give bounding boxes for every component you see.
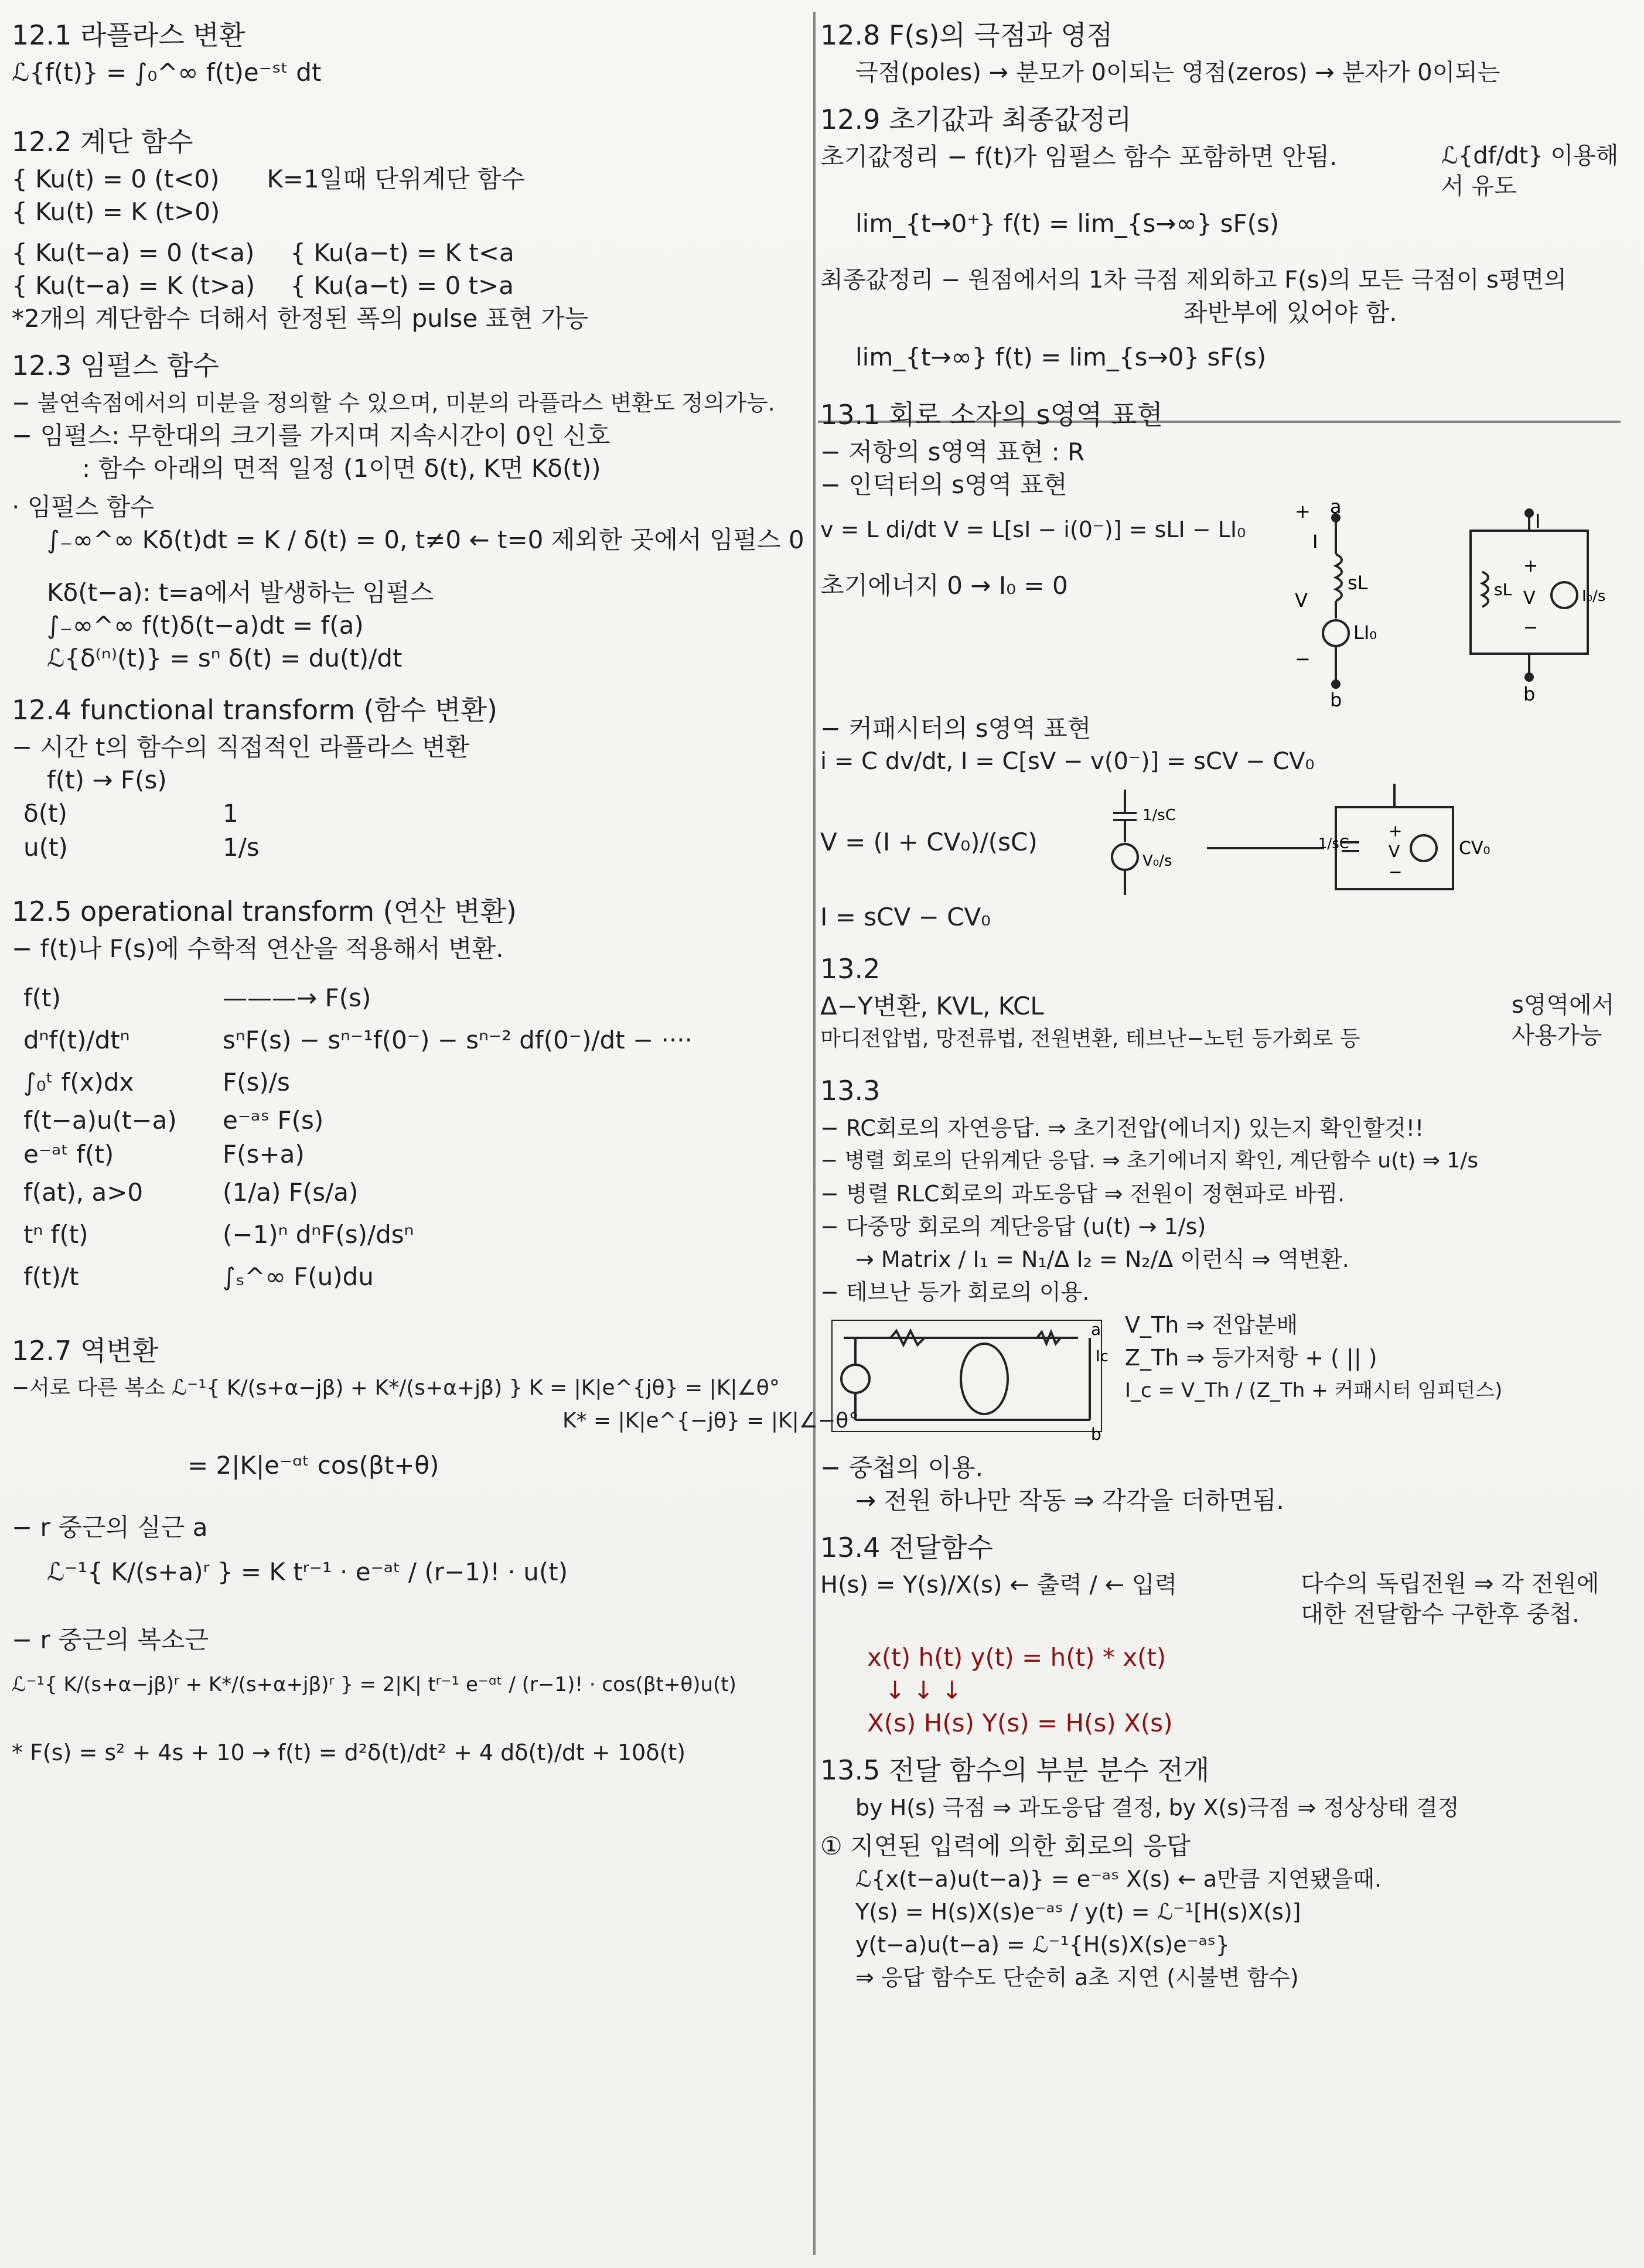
laplace-definition: ℒ{f(t)} = ∫₀^∞ f(t)e⁻ˢᵗ dt <box>12 58 322 87</box>
section-title: 13.5 전달 함수의 부분 분수 전개 <box>820 1754 1210 1786</box>
transform-pair <box>12 1061 809 1104</box>
impulse-line: ℒ{δ⁽ⁿ⁾(t)} = sⁿ δ(t) = du(t)/dt <box>47 644 403 672</box>
section-13-2 <box>820 951 1629 1056</box>
pair-s: sⁿF(s) − sⁿ⁻¹f(0⁻) − sⁿ⁻² df(0⁻)/dt − ···· <box>223 1026 693 1054</box>
transform-pair <box>12 1104 809 1138</box>
voltage-label: V <box>1295 589 1308 612</box>
current-label: I <box>1535 510 1541 532</box>
section-title: 12.3 임펄스 함수 <box>12 350 219 381</box>
convolution-line: x(t) h(t) y(t) = h(t) * x(t) <box>867 1643 1167 1672</box>
step-note: *2개의 계단함수 더해서 한정된 폭의 pulse 표현 가능 <box>12 304 589 333</box>
step-line: { Ku(a−t) = 0 t>a <box>290 271 514 300</box>
s-domain-line: V = (I + CV₀)/(sC) <box>820 828 1038 856</box>
step-note: K=1일때 단위계단 함수 <box>267 165 526 193</box>
section-title: 12.4 functional transform (함수 변환) <box>12 694 497 726</box>
s-domain-line: − 인덕터의 s영역 표현 <box>820 470 1067 499</box>
theorem-line: lim_{t→0⁺} f(t) = lim_{s→∞} sF(s) <box>855 209 1280 238</box>
pair-time: dⁿf(t)/dtⁿ <box>23 1026 130 1054</box>
section-title: 12.2 계단 함수 <box>12 126 193 158</box>
thevenin-circuit-diagram <box>820 1309 1113 1443</box>
column-divider <box>813 12 816 2255</box>
impulse-line: ∫₋∞^∞ Kδ(t)dt = K / δ(t) = 0, t≠0 ← t=0 제외한 곳에서 임펄스 0 <box>47 525 804 554</box>
inverse-line: ℒ⁻¹{ K/(s+α−jβ)ʳ + K*/(s+α+jβ)ʳ } = 2|K| tʳ⁻¹ e⁻ᵅᵗ / (r−1)! · cos(βt+θ)u(t) <box>12 1673 736 1696</box>
theorem-line: 최종값정리 − 원점에서의 1차 극점 제외하고 F(s)의 모든 극점이 s평면의 <box>820 267 1567 293</box>
inverse-line: − r 중근의 실근 a <box>12 1513 208 1542</box>
section-13-3 <box>820 1073 1629 1517</box>
application-line: → Matrix / I₁ = N₁/Δ I₂ = N₂/Δ 이런식 ⇒ 역변환. <box>855 1246 1349 1272</box>
current-label: I <box>1312 531 1318 553</box>
partial-fraction-line: ⇒ 응답 함수도 단순히 a초 지연 (시불변 함수) <box>855 1965 1299 1990</box>
section-title: 13.1 회로 소자의 s영역 표현 <box>820 399 1163 431</box>
polarity-minus: − <box>1295 648 1311 670</box>
transform-pair <box>12 1138 809 1171</box>
inverse-line: −서로 다른 복소 ℒ⁻¹{ K/(s+α−jβ) + K*/(s+α+jβ) } K = |K|e^{jθ} = |K|∠θ° <box>12 1376 780 1400</box>
section-title: 12.8 F(s)의 극점과 영점 <box>820 19 1113 51</box>
application-line: − RC회로의 자연응답. ⇒ 초기전압(에너지) 있는지 확인할것!! <box>820 1115 1424 1141</box>
application-line: → 전원 하나만 작동 ⇒ 각각을 더하면됨. <box>855 1486 1284 1515</box>
polarity-minus: − <box>1523 617 1539 638</box>
inverse-line: * F(s) = s² + 4s + 10 → f(t) = d²δ(t)/dt² + 4 dδ(t)/dt + 10δ(t) <box>12 1740 686 1765</box>
impulse-line: ∫₋∞^∞ f(t)δ(t−a)dt = f(a) <box>47 611 364 640</box>
section-12-1 <box>12 18 809 89</box>
section-title: 12.7 역변환 <box>12 1335 159 1367</box>
application-line: − 테브난 등가 회로의 이용. <box>820 1279 1090 1305</box>
section-12-9 <box>820 102 1629 374</box>
operational-line: − f(t)나 F(s)에 수학적 연산을 적용해서 변환. <box>12 934 504 963</box>
s-domain-line: I = sCV − CV₀ <box>820 903 991 931</box>
section-13-4 <box>820 1530 1629 1740</box>
method-line: 마디전압법, 망전류법, 전원변환, 테브난−노턴 등가회로 등 <box>820 1027 1360 1051</box>
impulse-line: − 임펄스: 무한대의 크기를 가지며 지속시간이 0인 신호 <box>12 421 610 450</box>
pair-time: ∫₀ᵗ f(x)dx <box>23 1068 134 1097</box>
application-line: − 병렬 RLC회로의 과도응답 ⇒ 전원이 정현파로 바뀜. <box>820 1181 1345 1207</box>
pair-s: ———→ F(s) <box>223 983 371 1012</box>
section-title: 12.1 라플라스 변환 <box>12 19 245 51</box>
section-title: 13.3 <box>820 1075 881 1106</box>
partial-fraction-line: y(t−a)u(t−a) = ℒ⁻¹{H(s)X(s)e⁻ᵃˢ} <box>855 1932 1230 1958</box>
s-domain-line: − 저항의 s영역 표현 : R <box>820 438 1085 466</box>
s-domain-line: i = C dv/dt, I = C[sV − v(0⁻)] = sCV − CV₀ <box>820 748 1315 775</box>
polarity-plus: + <box>1295 501 1311 522</box>
transfer-line: H(s) = Y(s)/X(s) ← 출력 / ← 입력 <box>820 1572 1178 1598</box>
section-12-2 <box>12 124 809 335</box>
transfer-side-note: 다수의 독립전원 ⇒ 각 전원에 대한 전달함수 구한후 중첩. <box>1301 1570 1599 1628</box>
thevenin-line: I_c = V_Th / (Z_Th + 커패시터 임피던스) <box>1125 1379 1503 1402</box>
section-title: 12.5 operational transform (연산 변환) <box>12 896 517 927</box>
pair-time: f(t−a)u(t−a) <box>23 1106 177 1135</box>
polarity-plus: + <box>1389 821 1403 841</box>
application-line: − 다중망 회로의 계단응답 (u(t) → 1/s) <box>820 1214 1206 1239</box>
pair-s: 1/s <box>223 833 260 862</box>
capacitor-label: 1/sC <box>1142 807 1176 824</box>
node-b-label: b <box>1330 689 1342 711</box>
source-label: LI₀ <box>1353 621 1377 644</box>
step-line: { Ku(t−a) = K (t>a) <box>12 271 255 300</box>
partial-fraction-line: Y(s) = H(s)X(s)e⁻ᵃˢ / y(t) = ℒ⁻¹[H(s)X(s)] <box>855 1899 1301 1925</box>
impulse-line: − 불연속점에서의 미분을 정의할 수 있으며, 미분의 라플라스 변환도 정의가능. <box>12 390 775 416</box>
pair-time: e⁻ᵃᵗ f(t) <box>23 1140 114 1169</box>
section-12-7 <box>12 1333 859 1769</box>
method-side-note: s영역에서 사용가능 <box>1512 992 1615 1049</box>
capacitor-parallel-diagram <box>1195 784 1512 901</box>
application-line: − 중첩의 이용. <box>820 1453 984 1482</box>
section-12-3 <box>12 348 809 675</box>
section-12-8 <box>820 18 1629 89</box>
partial-fraction-line: ① 지연된 입력에 의한 회로의 응답 <box>820 1832 1191 1860</box>
node-b-label: b <box>1091 1425 1101 1443</box>
section-title: 13.2 <box>820 953 881 985</box>
source-label: I₀/s <box>1582 588 1606 605</box>
step-line: { Ku(t−a) = 0 (t<a) <box>12 238 255 267</box>
transform-pair <box>12 797 809 831</box>
section-12-4 <box>12 692 809 865</box>
theorem-side-note: ℒ{df/dt} 이용해서 유도 <box>1441 142 1619 200</box>
pair-time: δ(t) <box>23 799 67 828</box>
convolution-arrows: ↓ ↓ ↓ <box>885 1676 963 1705</box>
partial-fraction-line: ℒ{x(t−a)u(t−a)} = e⁻ᵃˢ X(s) ← a만큼 지연됐을때. <box>855 1866 1382 1892</box>
impulse-line: Kδ(t−a): t=a에서 발생하는 임펄스 <box>47 578 434 607</box>
inverse-line: K* = |K|e^{−jθ} = |K|∠−θ° <box>562 1409 859 1433</box>
s-domain-line: 초기에너지 0 → I₀ = 0 <box>820 571 1068 600</box>
node-a-label: a <box>1091 1320 1101 1339</box>
transform-pair <box>12 831 809 865</box>
pair-s: ∫ₛ^∞ F(u)du <box>223 1262 374 1291</box>
s-domain-line: − 커패시터의 s영역 표현 <box>820 714 1092 743</box>
s-domain-line: v = L di/dt V = L[sI − i(0⁻)] = sLI − LI₀ <box>820 517 1246 542</box>
method-line: Δ−Y변환, KVL, KCL <box>820 992 1044 1020</box>
transform-pair <box>12 1171 809 1214</box>
step-line: { Ku(t) = 0 (t<0) <box>12 165 220 193</box>
theorem-line: 좌반부에 있어야 함. <box>1183 298 1397 327</box>
inverse-line: ℒ⁻¹{ K/(s+a)ʳ } = K tʳ⁻¹ · e⁻ᵃᵗ / (r−1)! · u(t) <box>47 1557 568 1586</box>
section-title: 12.9 초기값과 최종값정리 <box>820 104 1132 135</box>
step-line: { Ku(a−t) = K t<a <box>290 238 514 267</box>
convolution-line: X(s) H(s) Y(s) = H(s) X(s) <box>867 1709 1173 1737</box>
impulse-line: : 함수 아래의 면적 일정 (1이면 δ(t), K면 Kδ(t)) <box>82 454 601 483</box>
theorem-line: lim_{t→∞} f(t) = lim_{s→0} sF(s) <box>855 343 1267 371</box>
pair-s: (−1)ⁿ dⁿF(s)/dsⁿ <box>223 1220 414 1249</box>
functional-line: f(t) → F(s) <box>47 766 167 794</box>
pair-time: f(at), a>0 <box>23 1178 144 1207</box>
transform-pair <box>12 1214 809 1256</box>
section-12-5 <box>12 894 809 1298</box>
pair-s: 1 <box>223 799 238 828</box>
poles-line: 극점(poles) → 분모가 0이되는 영점(zeros) → 분자가 0이되는 <box>855 59 1500 86</box>
section-13-5 <box>820 1753 1629 1994</box>
application-line: − 병렬 회로의 단위계단 응답. ⇒ 초기에너지 확인, 계단함수 u(t) ⇒ 1/s <box>820 1149 1479 1173</box>
current-label: Ic <box>1096 1348 1108 1365</box>
voltage-label: V <box>1523 588 1536 609</box>
pair-s: (1/a) F(s/a) <box>223 1178 359 1207</box>
node-a-label: a <box>1330 501 1342 518</box>
transform-pair <box>12 977 809 1019</box>
capacitor-series-diagram <box>1090 784 1195 901</box>
pair-s: e⁻ᵃˢ F(s) <box>223 1106 324 1135</box>
pair-s: F(s)/s <box>223 1068 290 1097</box>
thevenin-line: Z_Th ⇒ 등가저항 + ( || ) <box>1125 1345 1377 1371</box>
step-line: { Ku(t) = K (t>0) <box>12 197 220 226</box>
partial-fraction-line: by H(s) 극점 ⇒ 과도응답 결정, by X(s)극점 ⇒ 정상상태 결정 <box>855 1795 1459 1820</box>
inductor-circuit-diagram <box>1289 501 1617 712</box>
node-b-label: b <box>1523 683 1536 705</box>
impulse-line: · 임펄스 함수 <box>12 493 154 521</box>
functional-line: − 시간 t의 함수의 직접적인 라플라스 변환 <box>12 733 469 761</box>
right-column <box>820 18 1629 2007</box>
section-title: 13.4 전달함수 <box>820 1532 993 1563</box>
source-label: CV₀ <box>1459 838 1490 859</box>
inverse-line: − r 중근의 복소근 <box>12 1625 209 1654</box>
pair-s: F(s+a) <box>223 1140 305 1169</box>
inductor-label: sL <box>1348 572 1368 594</box>
transform-pair <box>12 1256 809 1298</box>
pair-time: tⁿ f(t) <box>23 1220 88 1249</box>
inductor-label: sL <box>1494 580 1512 599</box>
pair-time: f(t)/t <box>23 1262 79 1291</box>
source-label: V₀/s <box>1142 852 1172 870</box>
pair-time: u(t) <box>23 833 68 862</box>
theorem-line: 초기값정리 − f(t)가 임펄스 함수 포함하면 안됨. <box>820 142 1338 171</box>
polarity-plus: + <box>1523 556 1539 576</box>
polarity-minus: − <box>1389 862 1403 882</box>
section-13-1 <box>820 397 1629 934</box>
thevenin-line: V_Th ⇒ 전압분배 <box>1125 1312 1298 1338</box>
pair-time: f(t) <box>23 983 62 1012</box>
inverse-line: = 2|K|e⁻ᵅᵗ cos(βt+θ) <box>187 1451 439 1480</box>
voltage-label: V <box>1389 842 1400 861</box>
capacitor-label: 1/sC <box>1318 835 1349 852</box>
transform-pair <box>12 1019 809 1061</box>
